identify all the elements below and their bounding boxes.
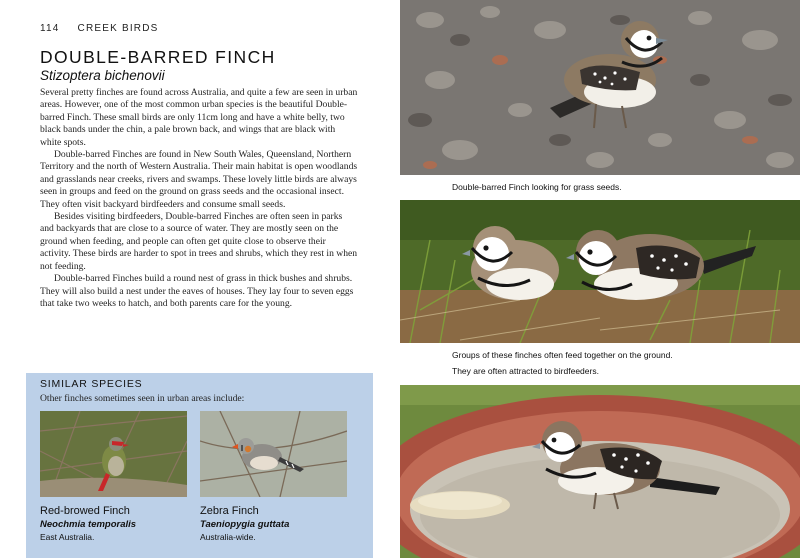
species-name: Zebra Finch <box>200 505 259 517</box>
right-page <box>400 0 800 558</box>
section-name: CREEK BIRDS <box>77 23 159 34</box>
body-text <box>40 87 358 310</box>
species-range: Australia-wide. <box>200 532 256 542</box>
similar-species-box <box>26 373 373 558</box>
photo-caption: Groups of these finches often feed together on the ground. <box>452 350 673 360</box>
species-title: DOUBLE-BARRED FINCH <box>40 47 276 67</box>
finch-on-gravel-photo <box>400 0 800 175</box>
paragraph: Double-barred Finches build a round nest of grass in thick bushes and shrubs. They will also build a nest under the eaves of houses. They lay four to seven eggs that take two weeks to hatch, and both parents care for the young. <box>40 273 354 309</box>
paragraph: Double-barred Finches are found in New South Wales, Queensland, Northern Territory and the north of Western Australia. Their main habitat is open woodlands and grasslands near creeks, rivers and swamps. These lovely little birds are always seen in groups and feed on the ground on grass seeds and the occasional insect. They often visit backyard birdfeeders and consume small seeds. <box>40 149 358 210</box>
paragraph: Several pretty finches are found across Australia, and quite a few are seen in urban areas. However, one of the most common urban species is the beautiful Double-barred Finch. These small birds are only 11cm long and have a white belly, two black bands under the chin, a pale brown back, and wings that are black with white spots. <box>40 87 358 148</box>
paragraph: Besides visiting birdfeeders, Double-barred Finches are often seen in parks and backyards that are close to a source of water. They are mostly seen on the ground when feeding, and people can often get quite close to observe their activity. These birds are harder to spot in trees and shrubs, which they rest in when not feeding. <box>40 211 358 272</box>
running-head <box>40 23 159 34</box>
similar-species-intro: Other finches sometimes seen in urban areas include: <box>40 393 245 404</box>
species-latin: Neochmia temporalis <box>40 519 137 530</box>
scientific-name: Stizoptera bichenovii <box>40 68 165 83</box>
species-name: Red-browed Finch <box>40 505 130 517</box>
page-number: 114 <box>40 23 60 34</box>
species-range: East Australia. <box>40 532 95 542</box>
photo-caption: They are often attracted to birdfeeders. <box>452 366 599 376</box>
zebra-finch-photo <box>200 411 347 497</box>
similar-species-heading: SIMILAR SPECIES <box>40 378 143 390</box>
species-latin: Taeniopygia guttata <box>200 519 290 530</box>
red-browed-finch-photo <box>40 411 187 497</box>
two-finches-photo <box>400 200 800 343</box>
finch-at-birdfeeder-photo <box>400 385 800 558</box>
photo-caption: Double-barred Finch looking for grass seeds. <box>452 182 622 192</box>
